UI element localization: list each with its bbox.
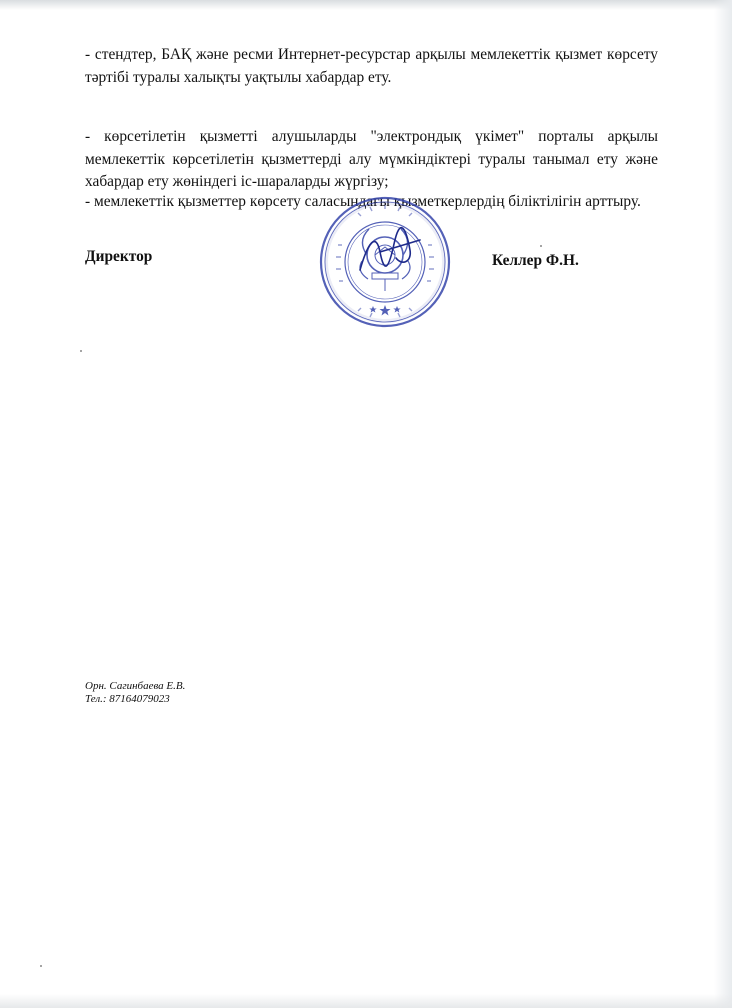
executor-phone: Тел.: 87164079023 xyxy=(85,693,170,705)
scan-edge-right xyxy=(714,0,732,1008)
scan-speck xyxy=(80,350,82,352)
paragraph-public-informing: - стендтер, БАҚ және ресми Интернет-ресурстар арқылы мемлекеттік қызмет көрсету тәртібі туралы халықты уақтылы хабардар ету. xyxy=(85,46,658,86)
paragraph-staff-qualification: - мемлекеттік қызметтер көрсету саласындағы қызметкерлердің біліктілігін арттыру. xyxy=(85,193,641,210)
signature-position: Директор xyxy=(85,248,153,265)
executor-name: Орн. Сагинбаева Е.В. xyxy=(85,680,186,692)
handwritten-signature xyxy=(350,222,430,282)
paragraph-egov-popularization: - көрсетілетін қызметті алушыларды "электрондық үкімет" порталы арқылы мемлекеттік көрсетілетін қызметтерді алу мүмкіндіктері туралы танымал ету және хабардар ету жөніндегі іс-шараларды жүргізу; xyxy=(85,128,658,190)
scan-edge-bottom xyxy=(0,994,732,1008)
signature-name: Келлер Ф.Н. xyxy=(492,252,579,269)
scan-edge-top xyxy=(0,0,732,10)
scan-speck xyxy=(540,245,542,247)
executor-footer xyxy=(85,680,185,706)
scan-speck xyxy=(40,965,42,967)
